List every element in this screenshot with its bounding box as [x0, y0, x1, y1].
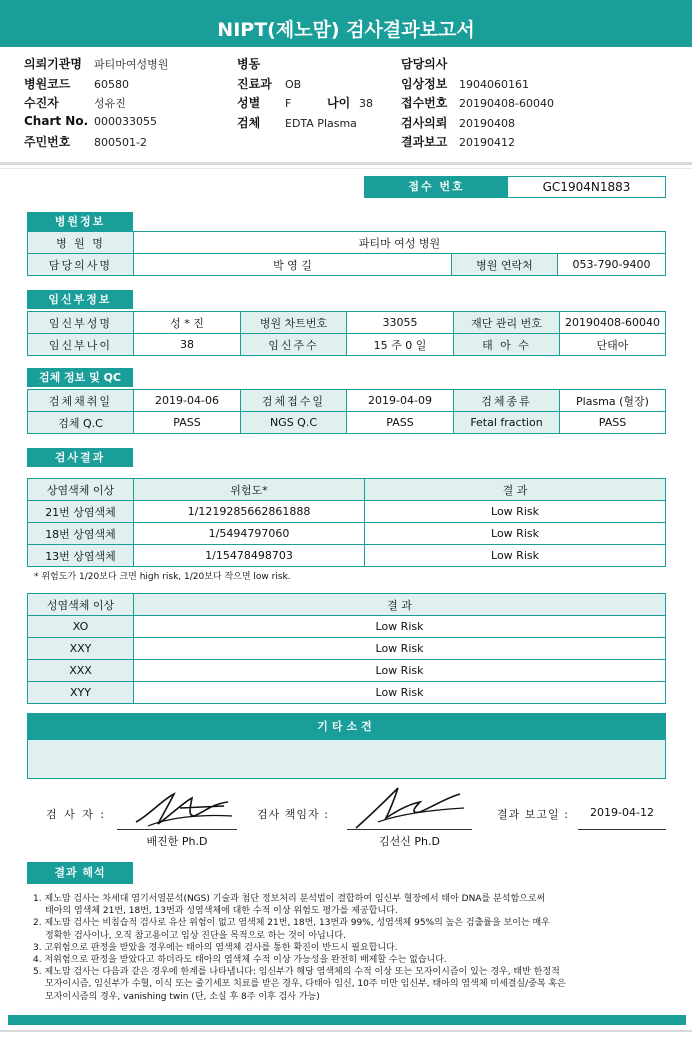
- table-row: [28, 523, 666, 545]
- header-info: [0, 49, 692, 162]
- result-report-value: 20190412: [459, 136, 515, 149]
- pregnant-age-value: 38: [134, 334, 241, 356]
- table-row: [28, 660, 666, 682]
- tester-signature-icon: [128, 786, 238, 830]
- chromosome-21-label: 21번 상염색체: [28, 501, 134, 523]
- sex-value: F: [285, 97, 292, 110]
- xyy-label: XYY: [28, 682, 134, 704]
- xxx-label: XXX: [28, 660, 134, 682]
- doctor-name-value: 박 영 길: [134, 254, 452, 276]
- interpretation-text: [33, 893, 673, 1003]
- table-row: [28, 682, 666, 704]
- interp-line: 2. 제노맘 검사는 비침습적 검사로 유산 위험이 없고 염색체 21번, 18번, 13번과 99%, 성염색체 95%의 높은 검출률을 보이는 매우: [33, 918, 550, 929]
- xxx-result: Low Risk: [134, 660, 666, 682]
- interp-line: 1. 제노맘 검사는 차세대 염기서열분석(NGS) 기술과 첨단 정보처리 분석법이 결합하여 임신부 혈장에서 태아 DNA를 분석함으로써: [33, 894, 546, 904]
- manager-signature-line: [347, 829, 472, 830]
- test-request-value: 20190408: [459, 116, 515, 130]
- hospital-table: [27, 231, 666, 276]
- interp-line: 정확한 검사이나, 오직 참고용이고 임상 진단을 목적으로 하는 것이 아닙니다.: [45, 930, 346, 941]
- report-date-line: [578, 829, 666, 830]
- interp-line: 모자이시즘의 경우, vanishing twin (단, 소실 후 8주 이후 검사 가능): [45, 991, 320, 1002]
- report-date-label: 결과 보고일 :: [497, 808, 569, 821]
- collection-date-label: 검체채취일: [28, 390, 134, 412]
- pregnant-name-label: 임신부성명: [28, 312, 134, 334]
- chromosome-21-risk: 1/1219285662861888: [134, 501, 365, 523]
- table-row: [28, 638, 666, 660]
- table-row: [28, 616, 666, 638]
- specimen-qc-value: PASS: [134, 412, 241, 434]
- doctor-name-label: 담당의사명: [28, 254, 134, 276]
- autosome-results-table: [27, 478, 666, 567]
- ward-label: 병동: [237, 57, 261, 71]
- specimen-type-label: 검체종류: [454, 390, 560, 412]
- patient-value: 성유진: [94, 97, 126, 110]
- hospital-code-label: 병원코드: [24, 76, 71, 91]
- header-col2: [237, 55, 373, 133]
- specimen-table: [27, 389, 666, 434]
- hospital-name-label: 병 원 명: [28, 232, 134, 254]
- interp-line: 3. 고위험으로 판정을 받았을 경우에는 태아의 염색체 검사를 통한 확진이 반드시 필요합니다.: [33, 942, 398, 953]
- attending-doctor-label: 담당의사: [401, 57, 448, 71]
- hospital-name-value: 파티마 여성 병원: [134, 232, 666, 254]
- report-date-value: 2019-04-12: [590, 806, 654, 819]
- interp-line: 태아의 염색체 21번, 18번, 13번과 성염색체에 대한 수적 이상 위험도 평가를 제공합니다.: [45, 906, 398, 917]
- clinical-info-label: 임상정보: [401, 76, 448, 91]
- report-title: NIPT(제노맘) 검사결과보고서: [0, 0, 692, 47]
- table-row: [28, 545, 666, 567]
- referring-org-value: 파티마여성병원: [94, 58, 169, 71]
- sex-chromosome-header: 성염색체 이상: [28, 594, 134, 616]
- ngs-qc-value: PASS: [347, 412, 454, 434]
- xo-label: XO: [28, 616, 134, 638]
- pregnant-name-value: 성 * 진: [134, 312, 241, 334]
- xo-result: Low Risk: [134, 616, 666, 638]
- xxy-label: XXY: [28, 638, 134, 660]
- chromosome-18-risk: 1/5494797060: [134, 523, 365, 545]
- manager-label: 검사 책임자 :: [257, 808, 329, 821]
- interp-line: 모자이시즘, 임신부가 수혈, 이식 또는 줄기세포 치료를 받은 경우, 다태아 임신, 10주 미만 임신부, 태아의 염색체 미세결실/중복 혹은: [45, 979, 566, 990]
- footer-divider: [0, 1030, 692, 1032]
- other-findings-box: [27, 713, 666, 779]
- manager-signature-icon: [350, 784, 470, 832]
- chart-number-label: 병원 차트번호: [241, 312, 347, 334]
- referring-org-label: 의뢰기관명: [24, 57, 82, 71]
- receipt-box: [364, 176, 666, 198]
- hospital-contact-value: 053-790-9400: [558, 254, 666, 276]
- fetal-fraction-label: Fetal fraction: [454, 412, 560, 434]
- foundation-number-label: 재단 관리 번호: [454, 312, 560, 334]
- chart-no-value: 000033055: [94, 114, 157, 128]
- results-section-label: 검사결과: [27, 448, 133, 467]
- age-label: 나이: [327, 96, 351, 110]
- chart-no-label: Chart No.: [24, 113, 89, 128]
- header-col1: [24, 55, 168, 153]
- tester-signature-line: [117, 829, 237, 830]
- receipt-no-value: 20190408-60040: [459, 97, 554, 110]
- receive-date-label: 검체접수일: [241, 390, 347, 412]
- specimen-qc-label: 검체 Q.C: [28, 412, 134, 434]
- receive-date-value: 2019-04-09: [347, 390, 454, 412]
- header-divider-thin: [0, 168, 692, 169]
- chromosome-21-result: Low Risk: [365, 501, 666, 523]
- footer-bar: [8, 1015, 686, 1025]
- specimen-label: 검체: [237, 115, 261, 130]
- risk-footnote: * 위험도가 1/20보다 크면 high risk, 1/20보다 작으면 low risk.: [34, 572, 291, 582]
- sex-chromosome-results-table: [27, 593, 666, 704]
- department-label: 진료과: [237, 76, 272, 91]
- result-header: 결 과: [365, 479, 666, 501]
- sex-label: 성별: [237, 96, 261, 110]
- tester-label: 검 사 자 :: [46, 808, 107, 821]
- fetus-count-label: 태 아 수: [454, 334, 560, 356]
- result-report-label: 결과보고: [401, 135, 448, 149]
- chromosome-13-label: 13번 상염색체: [28, 545, 134, 567]
- test-request-label: 검사의뢰: [401, 115, 448, 130]
- hospital-code-value: 60580: [94, 77, 129, 91]
- manager-name: 김선신 Ph.D: [379, 835, 440, 848]
- clinical-info-value: 1904060161: [459, 77, 529, 91]
- xyy-result: Low Risk: [134, 682, 666, 704]
- header-divider: [0, 162, 692, 165]
- tester-name: 배진한 Ph.D: [146, 835, 208, 848]
- specimen-section-label: 검체 정보 및 QC: [27, 368, 133, 387]
- chromosome-18-label: 18번 상염색체: [28, 523, 134, 545]
- interp-line: 5. 제노맘 검사는 다음과 같은 경우에 한계를 나타냅니다: 임신부가 해당 염색체의 수적 이상 또는 모자이시즘이 있는 경우, 태반 한정적: [33, 967, 560, 978]
- fetus-count-value: 단태아: [560, 334, 666, 356]
- pregnant-age-label: 임신부나이: [28, 334, 134, 356]
- collection-date-value: 2019-04-06: [134, 390, 241, 412]
- gestation-weeks-value: 15 주 0 일: [347, 334, 454, 356]
- resident-no-value: 800501-2: [94, 136, 147, 149]
- receipt-label: 접수 번호: [365, 177, 508, 197]
- receipt-value: GC1904N1883: [542, 180, 631, 194]
- patient-label: 수진자: [24, 96, 59, 110]
- foundation-number-value: 20190408-60040: [560, 312, 666, 334]
- chromosome-18-result: Low Risk: [365, 523, 666, 545]
- chart-number-value: 33055: [347, 312, 454, 334]
- chromosome-13-result: Low Risk: [365, 545, 666, 567]
- receipt-no-label: 접수번호: [401, 96, 448, 110]
- autosome-header: 상염색체 이상: [28, 479, 134, 501]
- resident-no-label: 주민번호: [24, 135, 71, 149]
- gestation-weeks-label: 임신주수: [241, 334, 347, 356]
- hospital-section-label: 병원정보: [27, 212, 133, 231]
- age-value: 38: [359, 97, 373, 110]
- pregnant-table: [27, 311, 666, 356]
- other-findings-value: [28, 740, 665, 778]
- interpretation-section-label: 결과 해석: [27, 862, 133, 884]
- ngs-qc-label: NGS Q.C: [241, 412, 347, 434]
- xxy-result: Low Risk: [134, 638, 666, 660]
- hospital-contact-label: 병원 연락처: [452, 254, 558, 276]
- fetal-fraction-value: PASS: [560, 412, 666, 434]
- chromosome-13-risk: 1/15478498703: [134, 545, 365, 567]
- risk-header: 위험도*: [134, 479, 365, 501]
- department-value: OB: [285, 77, 302, 91]
- specimen-value: EDTA Plasma: [285, 116, 357, 130]
- pregnant-section-label: 임신부정보: [27, 290, 133, 309]
- table-row: [28, 501, 666, 523]
- sex-result-header: 결 과: [134, 594, 666, 616]
- other-findings-label: 기타소견: [28, 714, 665, 740]
- specimen-type-value: Plasma (혈장): [560, 390, 666, 412]
- header-col3: [401, 55, 554, 153]
- interp-line: 4. 저위험으로 판정을 받았다고 하더라도 태아의 염색체 수적 이상 가능성을 완전히 배제할 수는 없습니다.: [33, 955, 447, 966]
